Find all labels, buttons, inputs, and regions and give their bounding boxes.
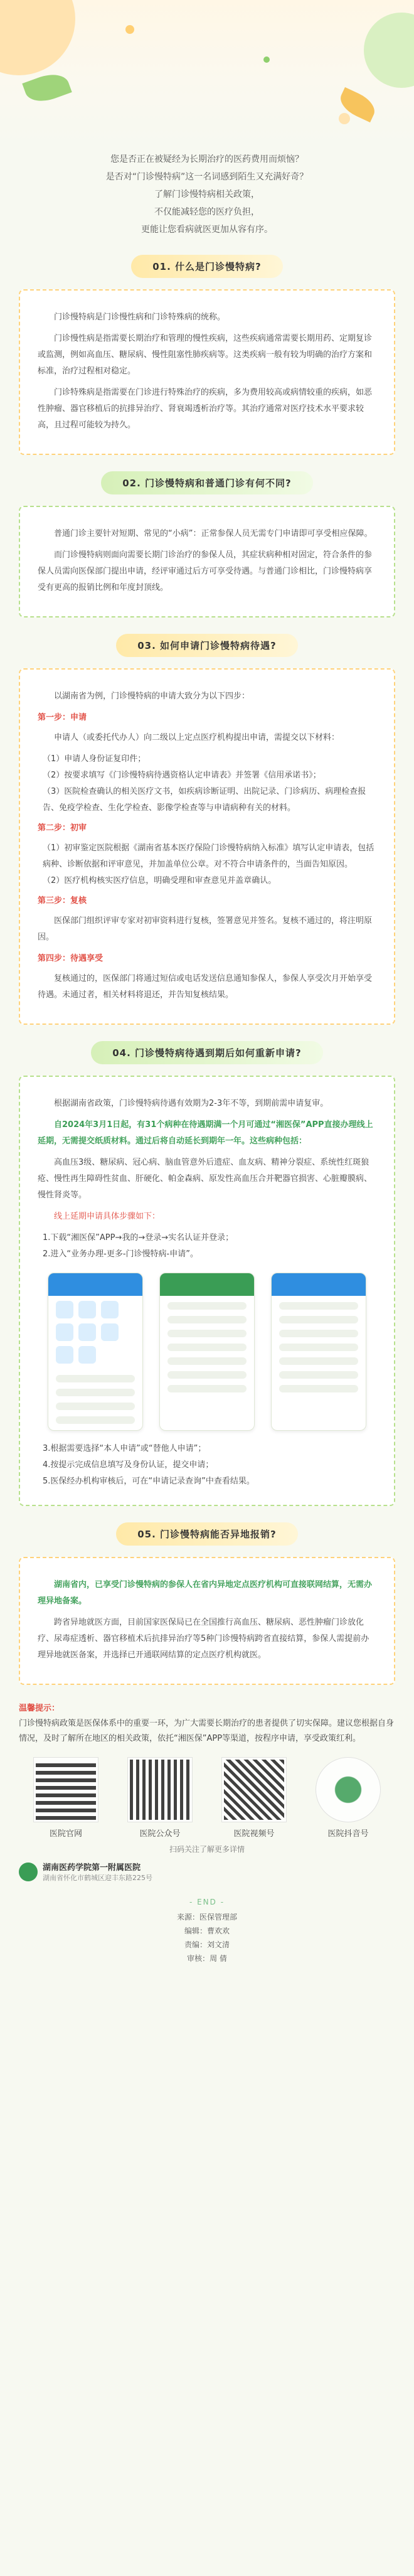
qr-label: 医院公众号 <box>139 1829 181 1839</box>
list-item: （2）按要求填写《门诊慢特病待遇资格认定申请表》并签署《信用承诺书》； <box>43 771 321 780</box>
deco-circle <box>364 13 414 88</box>
section-heading <box>0 255 414 278</box>
app-screenshot <box>159 1273 255 1431</box>
qr-code-icon <box>316 1758 380 1822</box>
deco-leaf <box>22 68 72 107</box>
list-item: 3.根据需要选择“本人申请”或“替他人申请”； <box>43 1444 206 1453</box>
hospital-logo-icon <box>19 1863 38 1881</box>
qr-website[interactable] <box>28 1758 104 1839</box>
end-marker: - END - <box>189 1898 225 1906</box>
section-paragraph: 线上延期申请具体步骤如下： <box>54 1212 161 1221</box>
section-paragraph: 复核通过的，医保部门将通过短信或电话发送信息通知参保人，参保人享受次月开始享受待遇。未通过者，相关材料将退还，并告知复核结果。 <box>38 974 373 1000</box>
deco-dot <box>263 56 270 63</box>
section-paragraph: 高血压3级、糖尿病、冠心病、脑血管意外后遗症、血友病、精神分裂症、系统性红斑狼疮、慢性再生障碍性贫血、肝硬化、帕金森病、原发性高血压合并靶器官损害、心脏瓣膜病、慢性肾炎等。 <box>38 1158 373 1200</box>
qr-code-icon <box>128 1758 192 1822</box>
section-card <box>19 506 395 617</box>
app-screenshot <box>271 1273 366 1431</box>
section-paragraph: 而门诊慢特病则面向需要长期门诊治疗的参保人员，其症状病种相对固定，符合条件的参保人员需向医保部门提出申请，经评审通过后方可享受待遇。与普通门诊相比，门诊慢特病享受有更高的报销比例和年度封顶线。 <box>38 550 373 592</box>
deco-dot <box>125 25 134 34</box>
list-item: 5.医保经办机构审核后，可在“申请记录查询”中查看结果。 <box>43 1477 255 1486</box>
credit-line: 来源：医保管理部 <box>176 1913 237 1921</box>
list-item: 2.进入“业务办理-更多-门诊慢特病-申请”。 <box>43 1249 198 1259</box>
intro-line: 是否对“门诊慢特病”这一名词感到陌生又充满好奇？ <box>105 172 309 182</box>
list-item: 4.按提示完成信息填写及身份认证，提交申请； <box>43 1460 214 1470</box>
hospital-name: 湖南医药学院第一附属医院 <box>43 1863 141 1873</box>
hospital-address: 湖南省怀化市鹤城区迎丰东路225号 <box>43 1874 152 1882</box>
section-heading <box>0 471 414 494</box>
qr-official-account[interactable] <box>122 1758 198 1839</box>
section-paragraph: 以湖南省为例，门诊慢特病的申请大致分为以下四步： <box>54 692 250 701</box>
tip-title: 温馨提示： <box>19 1704 60 1713</box>
qr-caption: 扫码关注了解更多详情 <box>169 1845 245 1854</box>
section-paragraph: 普通门诊主要针对短期、常见的“小病”：正常参保人员无需专门申请即可享受相应保障。 <box>54 529 373 538</box>
qr-code-icon <box>34 1758 98 1822</box>
list-item: （2）医疗机构核实医疗信息，明确受理和审查意见并盖章确认。 <box>43 876 277 885</box>
section-heading <box>0 1041 414 1064</box>
list-item: （3）医院检查确认的相关医疗文书，如疾病诊断证明、出院记录、门诊病历、病理检查报告、免疫学检查、生化学检查、影像学检查等与申请病种有关的材料。 <box>43 787 366 813</box>
qr-label: 医院抖音号 <box>327 1829 369 1839</box>
section-paragraph: 自2024年3月1日起，有31个病种在待遇期满一个月可通过“湘医保”APP直接办理线上延期，无需提交纸质材料。通过后将自动延长到期年一年。这些病种包括： <box>38 1120 373 1146</box>
step-heading: 第一步：申请 <box>38 713 87 722</box>
section-title: 01. 什么是门诊慢特病? <box>131 255 283 278</box>
section-paragraph: 申请人（或委托代办人）向二级以上定点医疗机构提出申请，需提交以下材料： <box>54 733 340 742</box>
deco-dot <box>339 113 350 124</box>
qr-label: 医院视频号 <box>233 1829 275 1839</box>
hospital-info <box>19 1861 395 1883</box>
qr-code-icon <box>222 1758 286 1822</box>
tip-text: 门诊慢特病政策是医保体系中的重要一环，为广大需要长期治疗的患者提供了切实保障。建议您根据自身情况，及时了解所在地区的相关政策，依托“湘医保”APP等渠道，按程序申请，享受政策红利。 <box>19 1719 395 1743</box>
step-heading: 第四步：待遇享受 <box>38 954 104 963</box>
credits <box>0 1910 414 1965</box>
section-paragraph: 门诊慢性病是指需要长期治疗和管理的慢性疾病，这些疾病通常需要长期用药、定期复诊或监测，例如高血压、糖尿病、慢性阻塞性肺疾病等。这类疾病一般有较为明确的治疗方案和标准，治疗过程相对稳定。 <box>38 334 373 376</box>
section-card <box>19 289 395 455</box>
app-screenshots <box>38 1273 376 1431</box>
intro-line: 不仅能减轻您的医疗负担， <box>154 207 260 217</box>
intro-line: 了解门诊慢特病相关政策， <box>154 190 260 200</box>
intro-line: 更能让您看病就医更加从容有序。 <box>141 225 273 235</box>
section-card <box>19 668 395 1025</box>
list-item: 1.下载“湘医保”APP→我的→登录→实名认证并登录； <box>43 1233 234 1243</box>
tip-block <box>19 1701 395 1746</box>
section-title: 02. 门诊慢特病和普通门诊有何不同? <box>101 471 313 494</box>
section-title: 03. 如何申请门诊慢特病待遇? <box>116 634 298 657</box>
section-paragraph: 门诊慢特病是门诊慢性病和门诊特殊病的统称。 <box>54 313 226 322</box>
section-title: 04. 门诊慢特病待遇到期后如何重新申请? <box>91 1041 323 1064</box>
section-paragraph: 根据湖南省政策，门诊慢特病待遇有效期为2-3年不等，到期前需申请复审。 <box>54 1099 329 1108</box>
qr-codes <box>19 1758 395 1839</box>
section-paragraph: 湖南省内，已享受门诊慢特病的参保人在省内异地定点医疗机构可直接联网结算，无需办理异地备案。 <box>38 1580 373 1606</box>
section-paragraph: 门诊特殊病是指需要在门诊进行特殊治疗的疾病，多为费用较高或病情较重的疾病，如恶性肿瘤、器官移植后的抗排异治疗、肾衰竭透析治疗等。其治疗通常对医疗技术水平要求较高，且过程可能较为持久。 <box>38 388 373 430</box>
credit-line: 审核：周 倩 <box>187 1954 227 1963</box>
section-heading <box>0 634 414 657</box>
hero-banner <box>0 0 414 144</box>
qr-video-channel[interactable] <box>216 1758 292 1839</box>
credit-line: 编辑：曹欢欢 <box>184 1927 230 1935</box>
section-card <box>19 1557 395 1685</box>
credit-line: 责编：刘文清 <box>184 1940 230 1949</box>
section-title: 05. 门诊慢特病能否异地报销? <box>116 1522 298 1546</box>
section-heading <box>0 1522 414 1546</box>
list-item: （1）申请人身份证复印件； <box>43 754 146 764</box>
section-card <box>19 1076 395 1506</box>
qr-douyin[interactable] <box>310 1758 386 1839</box>
app-screenshot <box>48 1273 143 1431</box>
deco-circle <box>0 0 75 75</box>
step-heading: 第二步：初审 <box>38 823 87 833</box>
qr-label: 医院官网 <box>49 1829 82 1839</box>
section-paragraph: 跨省异地就医方面，目前国家医保局已在全国推行高血压、糖尿病、恶性肿瘤门诊放化疗、尿毒症透析、器官移植术后抗排异治疗等5种门诊慢特病跨省直接结算，参保人需提前办理异地就医备案，并选择已开通联网结算的定点医疗机构就医。 <box>38 1618 369 1660</box>
intro-line: 您是否正在被疑经为长期治疗的医药费用而烦恼？ <box>110 154 304 164</box>
list-item: （1）初审鉴定医院根据《湖南省基本医疗保险门诊慢特病纳入标准》填写认定申请表，包括病种、诊断依据和评审意见，并加盖单位公章。对不符合申请条件的，当面告知原因。 <box>43 843 374 869</box>
section-paragraph: 医保部门组织评审专家对初审资料进行复核，签署意见并签名。复核不通过的，将注明原因。 <box>38 916 373 942</box>
intro-block <box>0 151 414 238</box>
step-heading: 第三步：复核 <box>38 896 87 906</box>
